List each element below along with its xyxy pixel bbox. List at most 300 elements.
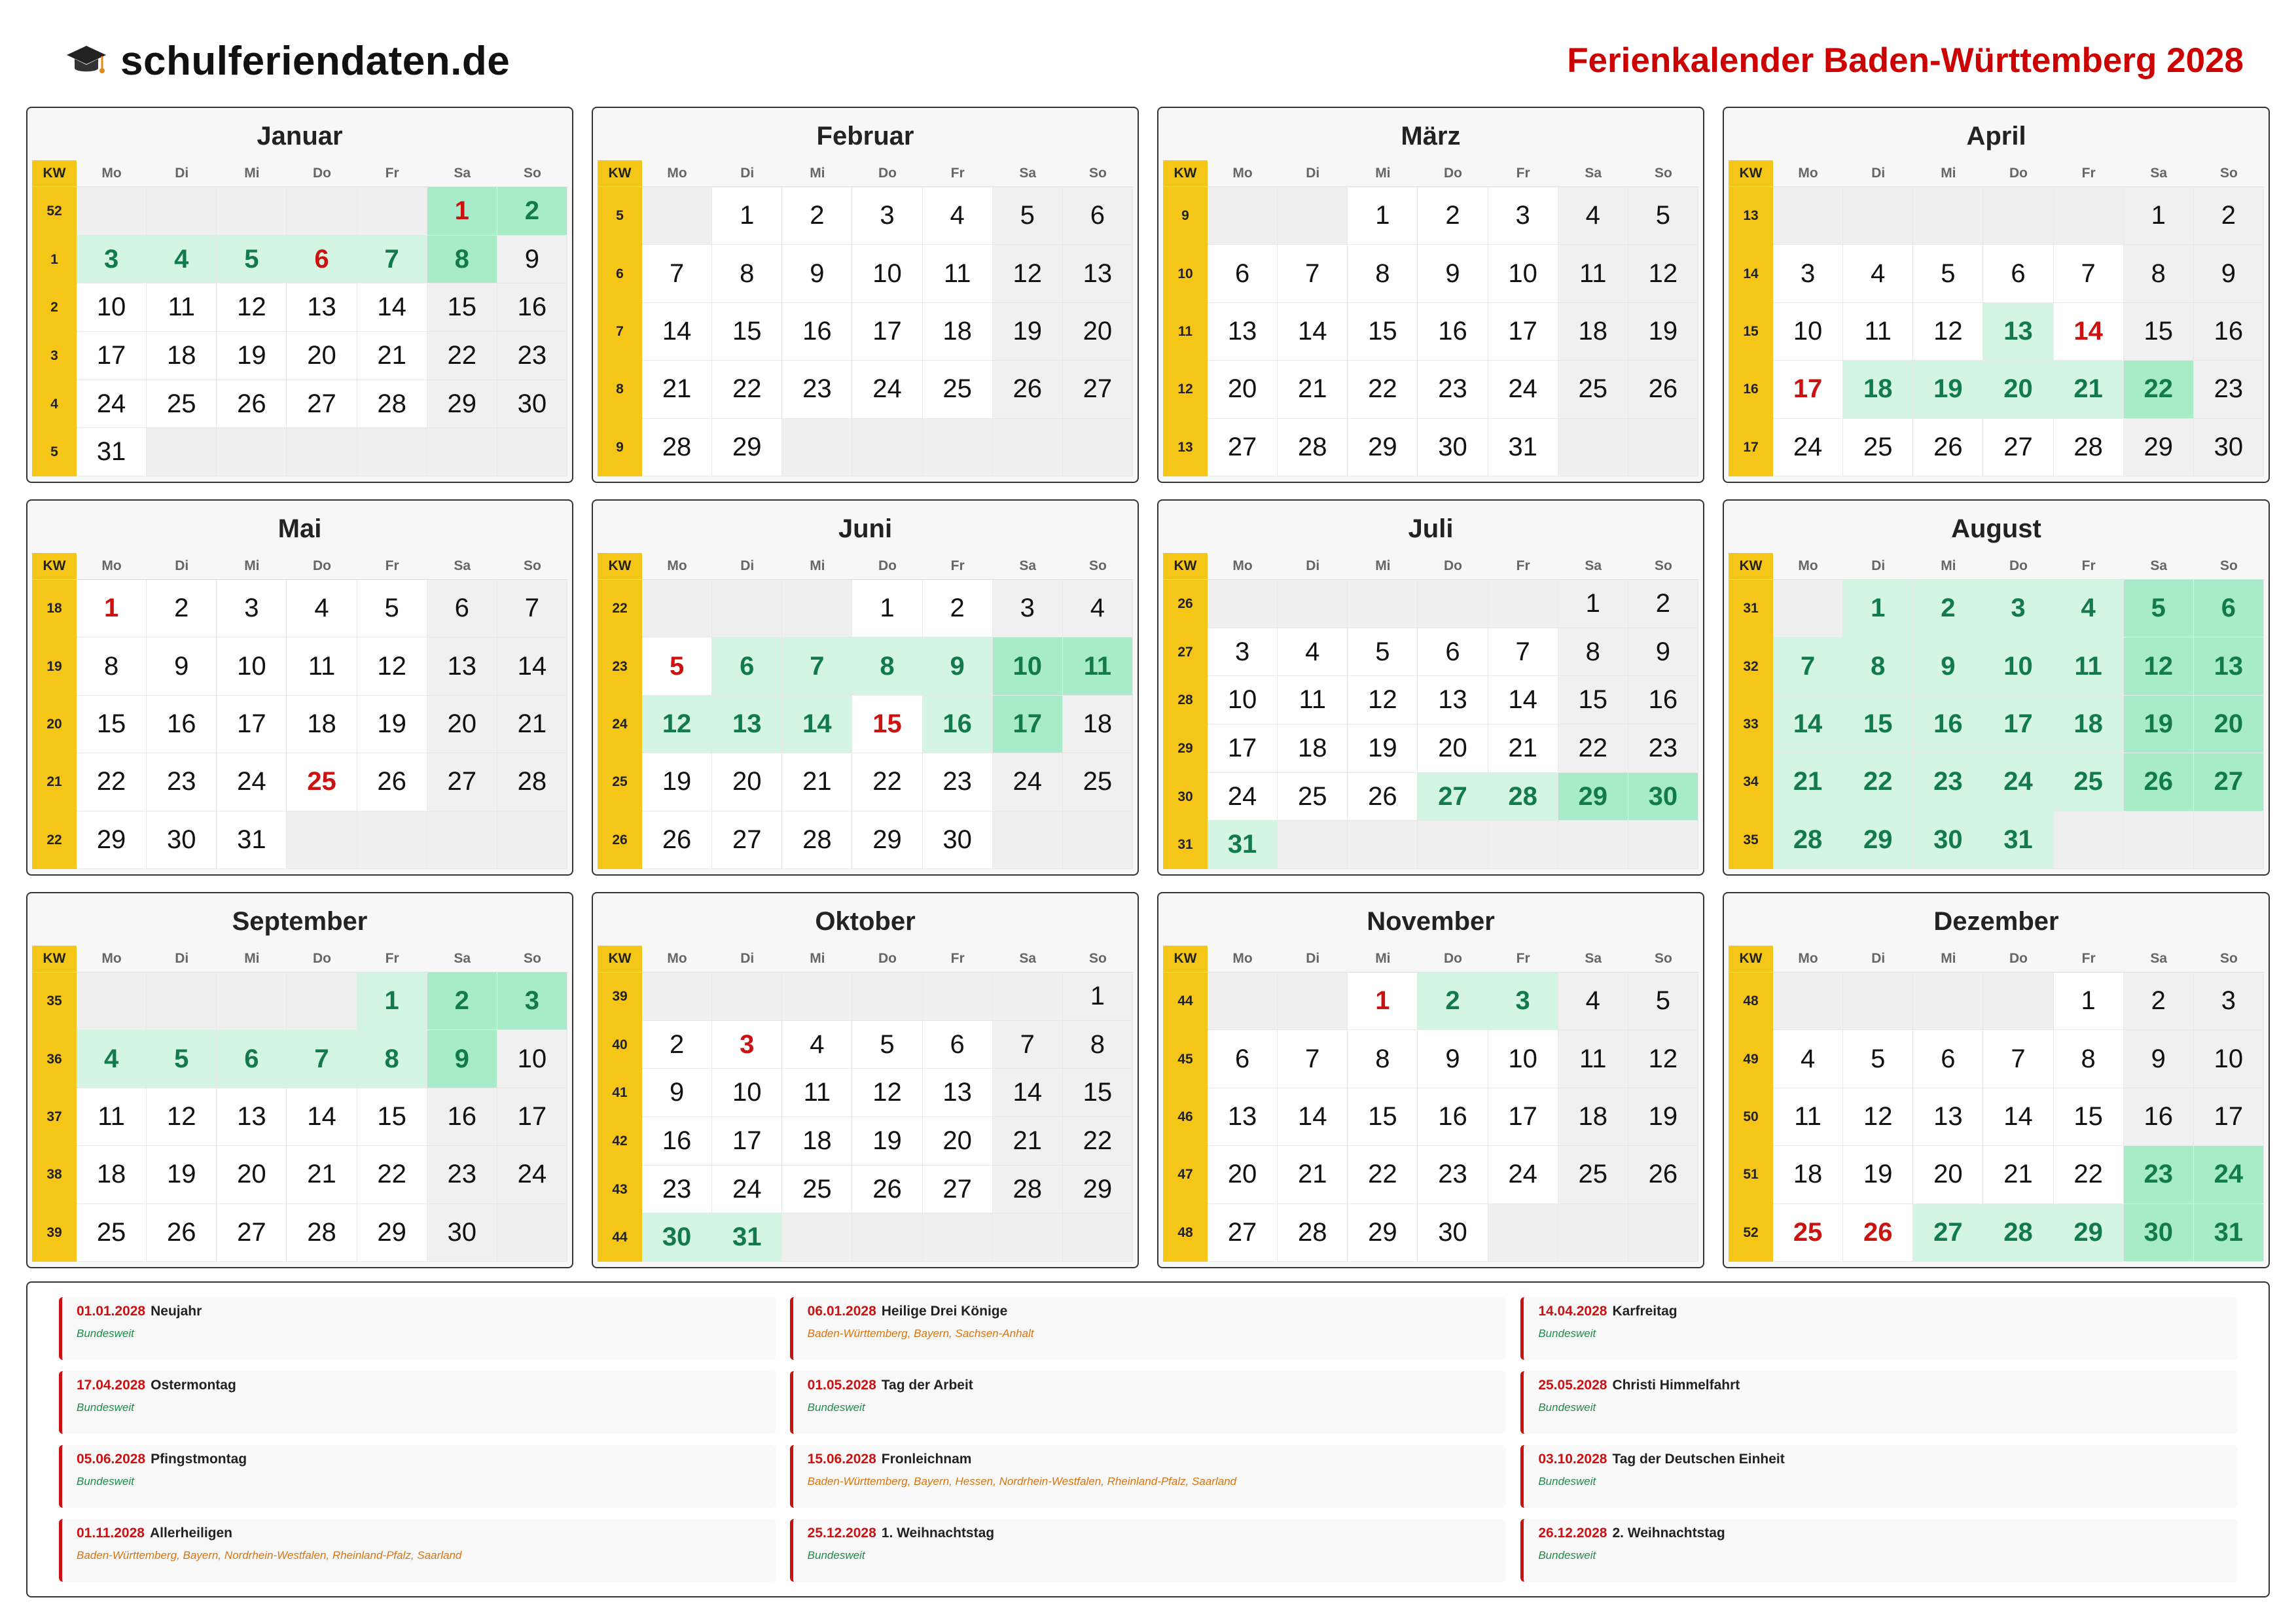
day-cell: 30 — [923, 812, 993, 869]
holiday-name: Neujahr — [151, 1304, 202, 1319]
empty-day-cell — [1208, 580, 1278, 628]
day-cell: 22 — [1063, 1117, 1133, 1166]
day-cell: 29 — [852, 812, 922, 869]
day-cell: 31 — [77, 428, 147, 476]
weekday-label: Di — [1306, 951, 1320, 966]
day-cell: 10 — [1208, 676, 1278, 724]
day-cell: 12 — [1348, 676, 1418, 724]
empty-day-cell — [1418, 580, 1488, 628]
month-title: April — [1966, 122, 2026, 151]
day-cell: 6 — [1983, 245, 2053, 302]
holiday-day-cell: 14 — [2054, 303, 2124, 361]
empty-day-cell — [782, 972, 852, 1021]
empty-day-cell — [1628, 1204, 1698, 1262]
month-calendar — [1157, 499, 1704, 876]
day-cell: 22 — [2054, 1146, 2124, 1204]
day-cell: 12 — [1628, 1030, 1698, 1088]
day-cell: 26 — [217, 380, 287, 429]
day-cell: 24 — [1773, 419, 1843, 476]
empty-day-cell — [217, 187, 287, 236]
empty-day-cell — [427, 428, 497, 476]
kw-number: 50 — [1729, 1088, 1773, 1146]
kw-number: 36 — [32, 1030, 77, 1088]
vacation-day-cell: 8 — [357, 1030, 427, 1088]
weekday-label: So — [2220, 558, 2238, 573]
kw-header: KW — [1729, 160, 1773, 187]
day-cell: 8 — [1348, 1030, 1418, 1088]
day-cell: 14 — [497, 637, 567, 695]
empty-day-cell — [357, 812, 427, 869]
vacation-day-cell: 25 — [2054, 753, 2124, 811]
kw-number: 9 — [598, 419, 642, 476]
week-row — [1163, 821, 1698, 869]
weekday-label: Do — [1443, 558, 1462, 573]
day-cell: 18 — [147, 332, 217, 380]
day-cell: 10 — [1488, 1030, 1558, 1088]
month-weeks — [598, 187, 1133, 476]
vacation-day-cell: 16 — [1913, 696, 1983, 753]
kw-number: 44 — [1163, 972, 1208, 1030]
vacation-day-cell: 3 — [77, 236, 147, 284]
day-cell: 23 — [427, 1146, 497, 1204]
weekday-label: Do — [2009, 951, 2028, 966]
kw-number: 14 — [1729, 245, 1773, 302]
kw-number: 47 — [1163, 1146, 1208, 1204]
day-cell: 19 — [357, 696, 427, 753]
holiday-heading — [808, 1378, 1507, 1393]
vacation-day-cell: 29 — [2054, 1204, 2124, 1262]
holiday-name: Fronleichnam — [881, 1452, 972, 1467]
day-cell: 18 — [782, 1117, 852, 1166]
empty-day-cell — [1348, 580, 1418, 628]
day-cell: 21 — [782, 753, 852, 811]
vacation-day-cell: 2 — [497, 187, 567, 236]
day-cell: 5 — [1628, 972, 1698, 1030]
day-cell: 29 — [77, 812, 147, 869]
day-cell: 18 — [1558, 1088, 1628, 1146]
week-row — [598, 812, 1133, 869]
week-row — [598, 637, 1133, 695]
kw-number: 35 — [32, 972, 77, 1030]
week-row — [32, 1146, 567, 1204]
vacation-day-cell: 17 — [1983, 696, 2053, 753]
day-cell: 13 — [1913, 1088, 1983, 1146]
day-cell: 4 — [1773, 1030, 1843, 1088]
day-cell: 6 — [1418, 628, 1488, 677]
empty-day-cell — [287, 428, 357, 476]
week-row — [1163, 419, 1698, 476]
site-logo[interactable] — [65, 38, 510, 84]
kw-number: 10 — [1163, 245, 1208, 302]
month-calendar — [1157, 107, 1704, 483]
day-cell: 10 — [712, 1069, 782, 1117]
vacation-day-cell: 6 — [2194, 580, 2264, 637]
week-row — [1729, 580, 2264, 637]
day-cell: 3 — [993, 580, 1063, 637]
day-cell: 3 — [852, 187, 922, 245]
day-cell: 29 — [712, 419, 782, 476]
empty-day-cell — [993, 812, 1063, 869]
day-cell: 27 — [712, 812, 782, 869]
month-weeks — [598, 580, 1133, 869]
weekday-label: Mi — [810, 558, 825, 573]
empty-day-cell — [642, 972, 712, 1021]
day-cell: 27 — [427, 753, 497, 811]
day-cell: 13 — [287, 283, 357, 332]
empty-day-cell — [1983, 972, 2053, 1030]
day-cell: 17 — [2194, 1088, 2264, 1146]
day-cell: 19 — [1843, 1146, 1913, 1204]
holiday-item — [1520, 1519, 2237, 1582]
week-row — [32, 753, 567, 811]
weekday-label: Mo — [667, 951, 687, 966]
day-cell: 2 — [1628, 580, 1698, 628]
holiday-name: Christi Himmelfahrt — [1612, 1378, 1740, 1393]
day-cell: 5 — [1348, 628, 1418, 677]
empty-day-cell — [1278, 972, 1348, 1030]
weekday-label: Sa — [454, 166, 471, 181]
empty-day-cell — [357, 428, 427, 476]
vacation-day-cell: 2 — [1418, 972, 1488, 1030]
weekday-label: Fr — [385, 951, 399, 966]
vacation-day-cell: 14 — [1773, 696, 1843, 753]
vacation-day-cell: 6 — [712, 637, 782, 695]
kw-number: 52 — [32, 187, 77, 236]
day-cell: 19 — [217, 332, 287, 380]
day-cell: 15 — [77, 696, 147, 753]
vacation-day-cell: 24 — [2194, 1146, 2264, 1204]
holiday-date: 26.12.2028 — [1538, 1525, 1607, 1541]
vacation-day-cell: 30 — [1628, 773, 1698, 821]
holiday-region: Bundesweit — [77, 1401, 134, 1414]
day-cell: 2 — [2124, 972, 2194, 1030]
day-cell: 22 — [852, 753, 922, 811]
week-row — [1729, 1146, 2264, 1204]
vacation-day-cell: 5 — [2124, 580, 2194, 637]
weekday-label: So — [1089, 166, 1107, 181]
weekday-label: Mi — [1941, 951, 1956, 966]
kw-number: 30 — [1163, 773, 1208, 821]
day-cell: 2 — [642, 1021, 712, 1069]
week-row — [32, 1088, 567, 1146]
holiday-region: Baden-Württemberg, Bayern, Hessen, Nordrhein-Westfalen, Rheinland-Pfalz, Saarland — [807, 1475, 1237, 1488]
vacation-day-cell: 27 — [1913, 1204, 1983, 1262]
day-cell: 26 — [1913, 419, 1983, 476]
kw-number: 31 — [1163, 821, 1208, 869]
empty-day-cell — [782, 1213, 852, 1262]
kw-number: 51 — [1729, 1146, 1773, 1204]
weekday-label: Di — [1306, 558, 1320, 573]
month-calendar — [26, 107, 573, 483]
day-cell: 9 — [1628, 628, 1698, 677]
day-cell: 3 — [1208, 628, 1278, 677]
day-cell: 17 — [1488, 303, 1558, 361]
empty-day-cell — [2124, 812, 2194, 869]
holiday-name: 2. Weihnachtstag — [1612, 1525, 1725, 1541]
day-cell: 10 — [77, 283, 147, 332]
day-cell: 2 — [1418, 187, 1488, 245]
empty-day-cell — [147, 187, 217, 236]
empty-day-cell — [1348, 821, 1418, 869]
empty-day-cell — [1208, 187, 1278, 245]
day-cell: 21 — [1983, 1146, 2053, 1204]
vacation-day-cell: 18 — [2054, 696, 2124, 753]
empty-day-cell — [993, 419, 1063, 476]
weekday-label: So — [524, 951, 541, 966]
day-cell: 12 — [1628, 245, 1698, 302]
day-cell: 27 — [1983, 419, 2053, 476]
day-cell: 8 — [1063, 1021, 1133, 1069]
weekday-label: So — [524, 558, 541, 573]
day-cell: 19 — [147, 1146, 217, 1204]
day-cell: 9 — [147, 637, 217, 695]
kw-number: 52 — [1729, 1204, 1773, 1262]
week-row — [1729, 419, 2264, 476]
week-row — [1729, 753, 2264, 811]
vacation-day-cell: 13 — [1983, 303, 2053, 361]
kw-header: KW — [32, 160, 77, 187]
holiday-region: Bundesweit — [1538, 1475, 1596, 1488]
holidays-panel — [26, 1281, 2270, 1597]
day-cell: 14 — [357, 283, 427, 332]
day-cell: 15 — [1348, 1088, 1418, 1146]
week-row — [32, 283, 567, 332]
week-row — [32, 380, 567, 429]
week-row — [32, 1204, 567, 1262]
day-cell: 25 — [147, 380, 217, 429]
day-cell: 5 — [852, 1021, 922, 1069]
weekday-label: Mo — [1798, 951, 1818, 966]
day-cell: 6 — [1208, 245, 1278, 302]
holiday-day-cell: 1 — [1348, 972, 1418, 1030]
day-cell: 6 — [1063, 187, 1133, 245]
day-cell: 10 — [1488, 245, 1558, 302]
day-cell: 16 — [1418, 1088, 1488, 1146]
holiday-item — [59, 1445, 776, 1508]
day-cell: 30 — [427, 1204, 497, 1262]
weekday-label: Mi — [1375, 951, 1391, 966]
empty-day-cell — [1488, 821, 1558, 869]
empty-day-cell — [1488, 580, 1558, 628]
week-row — [32, 236, 567, 284]
holiday-date: 01.11.2028 — [77, 1525, 145, 1541]
vacation-day-cell: 12 — [642, 696, 712, 753]
day-cell: 4 — [782, 1021, 852, 1069]
empty-day-cell — [1628, 419, 1698, 476]
day-cell: 5 — [1628, 187, 1698, 245]
vacation-day-cell: 9 — [427, 1030, 497, 1088]
day-cell: 16 — [2124, 1088, 2194, 1146]
holiday-day-cell: 1 — [77, 580, 147, 637]
month-calendar — [26, 499, 573, 876]
week-row — [1163, 1146, 1698, 1204]
holiday-heading — [77, 1304, 776, 1319]
weekday-label: Sa — [1585, 166, 1602, 181]
weekday-label: Sa — [454, 951, 471, 966]
day-cell: 30 — [147, 812, 217, 869]
empty-day-cell — [712, 972, 782, 1021]
day-cell: 24 — [712, 1166, 782, 1214]
week-row — [1163, 676, 1698, 724]
vacation-day-cell: 2 — [427, 972, 497, 1030]
vacation-day-cell: 21 — [2054, 361, 2124, 418]
day-cell: 18 — [923, 303, 993, 361]
holiday-list — [59, 1297, 2237, 1582]
day-cell: 29 — [357, 1204, 427, 1262]
empty-day-cell — [2194, 812, 2264, 869]
month-weeks — [32, 187, 567, 476]
empty-day-cell — [497, 812, 567, 869]
day-cell: 2 — [782, 187, 852, 245]
vacation-day-cell: 6 — [217, 1030, 287, 1088]
week-row — [1729, 972, 2264, 1030]
holiday-region: Bundesweit — [807, 1401, 865, 1414]
holiday-day-cell: 6 — [287, 236, 357, 284]
empty-day-cell — [782, 580, 852, 637]
month-calendar — [1157, 892, 1704, 1268]
vacation-day-cell: 29 — [1843, 812, 1913, 869]
weekday-label: Do — [878, 166, 897, 181]
kw-number: 7 — [598, 303, 642, 361]
day-cell: 28 — [782, 812, 852, 869]
day-cell: 16 — [497, 283, 567, 332]
day-cell: 30 — [2194, 419, 2264, 476]
empty-day-cell — [77, 187, 147, 236]
day-cell: 6 — [923, 1021, 993, 1069]
holiday-heading — [1538, 1525, 2237, 1541]
holiday-day-cell: 3 — [712, 1021, 782, 1069]
day-cell: 15 — [1558, 676, 1628, 724]
empty-day-cell — [217, 428, 287, 476]
day-cell: 10 — [217, 637, 287, 695]
weekday-label: Mo — [1232, 558, 1253, 573]
week-row — [1163, 972, 1698, 1030]
holiday-heading — [77, 1452, 776, 1467]
weekday-label: Sa — [454, 558, 471, 573]
day-cell: 12 — [357, 637, 427, 695]
month-weeks — [1729, 972, 2264, 1262]
day-cell: 25 — [923, 361, 993, 418]
day-cell: 15 — [712, 303, 782, 361]
week-row — [598, 1117, 1133, 1166]
day-cell: 16 — [1418, 303, 1488, 361]
day-cell: 26 — [1628, 1146, 1698, 1204]
day-cell: 27 — [923, 1166, 993, 1214]
month-weeks — [1729, 187, 2264, 476]
kw-number: 39 — [598, 972, 642, 1021]
empty-day-cell — [1208, 972, 1278, 1030]
week-row — [32, 972, 567, 1030]
day-cell: 5 — [357, 580, 427, 637]
day-cell: 21 — [357, 332, 427, 380]
weekday-label: Do — [1443, 951, 1462, 966]
kw-header: KW — [1729, 553, 1773, 579]
day-cell: 14 — [1488, 676, 1558, 724]
day-cell: 4 — [1843, 245, 1913, 302]
day-cell: 13 — [1208, 303, 1278, 361]
day-cell: 20 — [1063, 303, 1133, 361]
holiday-region: Bundesweit — [1538, 1549, 1596, 1561]
day-cell: 13 — [217, 1088, 287, 1146]
weekday-label: So — [2220, 951, 2238, 966]
vacation-day-cell: 2 — [1913, 580, 1983, 637]
empty-day-cell — [357, 187, 427, 236]
empty-day-cell — [217, 972, 287, 1030]
weekday-label: Mo — [1798, 558, 1818, 573]
kw-header: KW — [1163, 160, 1208, 187]
holiday-heading — [808, 1452, 1507, 1467]
day-cell: 8 — [1348, 245, 1418, 302]
week-row — [1729, 361, 2264, 418]
month-title: September — [232, 907, 368, 936]
kw-number: 9 — [1163, 187, 1208, 245]
kw-header: KW — [1163, 946, 1208, 972]
kw-number: 48 — [1729, 972, 1773, 1030]
holiday-item — [1520, 1297, 2237, 1360]
empty-day-cell — [923, 972, 993, 1021]
holiday-region: Baden-Württemberg, Bayern, Sachsen-Anhalt — [807, 1327, 1034, 1340]
week-row — [1163, 724, 1698, 773]
day-cell: 28 — [993, 1166, 1063, 1214]
holiday-item — [59, 1371, 776, 1434]
weekday-label: Sa — [1585, 558, 1602, 573]
week-row — [32, 696, 567, 753]
day-cell: 25 — [77, 1204, 147, 1262]
holiday-item — [790, 1445, 1507, 1508]
day-cell: 30 — [1418, 1204, 1488, 1262]
holiday-region: Bundesweit — [1538, 1327, 1596, 1340]
vacation-day-cell: 1 — [1843, 580, 1913, 637]
holiday-heading — [1538, 1452, 2237, 1467]
weekday-label: Di — [740, 558, 755, 573]
vacation-day-cell: 7 — [357, 236, 427, 284]
day-cell: 15 — [427, 283, 497, 332]
week-row — [1163, 361, 1698, 418]
day-cell: 26 — [852, 1166, 922, 1214]
holiday-region: Bundesweit — [77, 1475, 134, 1488]
day-cell: 1 — [1348, 187, 1418, 245]
day-cell: 14 — [993, 1069, 1063, 1117]
week-row — [1163, 773, 1698, 821]
vacation-day-cell: 21 — [1773, 753, 1843, 811]
empty-day-cell — [642, 580, 712, 637]
graduation-cap-icon — [65, 42, 107, 81]
vacation-day-cell: 3 — [1983, 580, 2053, 637]
kw-number: 26 — [598, 812, 642, 869]
vacation-day-cell: 1 — [357, 972, 427, 1030]
kw-number: 27 — [1163, 628, 1208, 677]
day-cell: 3 — [1488, 187, 1558, 245]
week-row — [598, 1166, 1133, 1214]
empty-day-cell — [1558, 1204, 1628, 1262]
day-cell: 23 — [1418, 1146, 1488, 1204]
week-row — [598, 1021, 1133, 1069]
holiday-date: 03.10.2028 — [1538, 1452, 1607, 1467]
empty-day-cell — [1913, 972, 1983, 1030]
day-cell: 14 — [1278, 303, 1348, 361]
weekday-label: Fr — [385, 166, 399, 181]
empty-day-cell — [287, 972, 357, 1030]
vacation-day-cell: 27 — [1418, 773, 1488, 821]
empty-day-cell — [1488, 1204, 1558, 1262]
weekday-label: Fr — [2081, 166, 2096, 181]
weekday-label: Sa — [2150, 166, 2168, 181]
month-weeks — [1729, 580, 2264, 869]
vacation-day-cell: 31 — [1208, 821, 1278, 869]
kw-number: 48 — [1163, 1204, 1208, 1262]
day-cell: 4 — [1278, 628, 1348, 677]
day-cell: 21 — [642, 361, 712, 418]
